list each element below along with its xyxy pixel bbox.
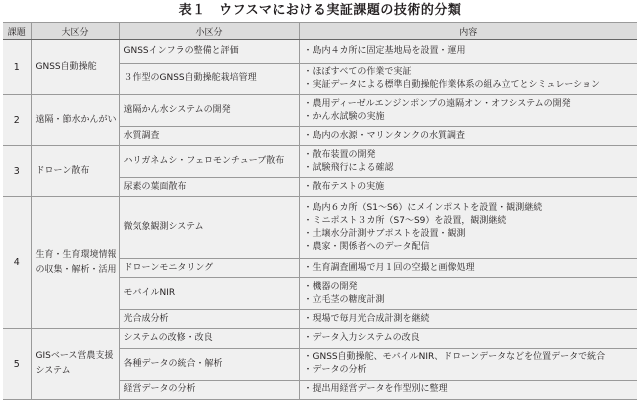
header-content: 内容 [299,23,637,40]
content-line: ・ミニポスト３カ所（S7〜S9）を設置，観測継続 [303,215,507,226]
category-line: システム [35,366,71,377]
header-num: 課題 [3,23,31,40]
content-line: ・データ入力システムの改良 [303,333,420,344]
content-line: ・散布装置の開発 [303,149,376,160]
content-line: ・農家・関係者へのデータ配信 [303,241,430,252]
issue-number: 5 [3,329,31,400]
content-cell [299,126,637,145]
content-cell [299,178,637,197]
classification-table [3,22,637,400]
category-cell [31,146,119,197]
subcategory-cell: 微気象観測システム [119,197,299,258]
table-row [3,40,637,64]
content-line: ・かん水試験の実施 [303,111,385,122]
subcategory-cell: システムの改修・改良 [119,329,299,348]
table-title: 表１ ウフスマにおける実証課題の技術的分類 [178,3,462,18]
header-subcategory: 小区分 [119,23,299,40]
content-cell [299,258,637,277]
header-category: 大区分 [31,23,119,40]
category-line: 遠隔・節水かんがい [35,114,117,125]
issue-number: 1 [3,40,31,95]
subcategory-cell: モバイルNIR [119,278,299,310]
content-line: ・試験飛行による確認 [303,162,394,173]
subcategory-cell: GNSSインフラの整備と評価 [119,40,299,64]
content-cell [299,63,637,95]
category-cell [31,329,119,400]
category-line: GISベース営農支援 [35,351,114,362]
issue-number: 4 [3,197,31,329]
category-cell [31,40,119,95]
table-row [3,146,637,178]
subcategory-cell: 水質調査 [119,126,299,145]
content-cell [299,197,637,258]
content-line: ・ほぼすべての作業で実証 [303,66,412,77]
content-cell [299,348,637,380]
content-cell [299,278,637,310]
content-line: ・島内４カ所に固定基地局を設置・運用 [303,45,466,56]
category-cell [31,197,119,329]
content-line: ・島内の水源・マリンタンクの水質調査 [303,130,465,141]
content-line: ・土壌水分計測サブポストを設置・観測 [303,228,466,239]
content-line: ・散布テストの実施 [303,181,385,192]
category-line: ドローン散布 [35,165,90,176]
category-line: の収集・解析・活用 [35,264,117,275]
content-line: ・提出用経営データを作型別に整理 [303,384,448,395]
content-line: ・島内６カ所（S1〜S6）にメインポストを設置・観測継続 [303,202,543,213]
content-line: ・データの分析 [303,365,367,376]
subcategory-cell: 尿素の葉面散布 [119,178,299,197]
subcategory-cell: 遠隔かん水システムの開発 [119,95,299,127]
subcategory-cell: ドローンモニタリング [119,258,299,277]
content-cell [299,329,637,348]
content-cell [299,146,637,178]
header-row [3,23,637,40]
issue-number: 3 [3,146,31,197]
content-line: ・実証データによる標準自動操舵作業体系の組み立てとシミュレーション [303,79,600,90]
table-row [3,197,637,258]
content-line: ・機器の開発 [303,281,358,292]
content-cell [299,95,637,127]
subcategory-cell: 各種データの統合・解析 [119,348,299,380]
category-cell [31,95,119,146]
table-row [3,95,637,127]
content-line: ・農用ディーゼルエンジンポンプの遠隔オン・オフシステムの開発 [303,98,571,109]
subcategory-cell: ハリガネムシ・フェロモンチューブ散布 [119,146,299,178]
content-line: ・立毛茎の糖度計測 [303,294,385,305]
content-cell [299,380,637,400]
issue-number: 2 [3,95,31,146]
category-line: 生育・生育環境情報 [35,249,117,260]
table-row [3,329,637,348]
subcategory-cell: 光合成分析 [119,309,299,328]
content-cell [299,309,637,328]
category-line: GNSS自動操舵 [35,61,97,72]
subcategory-cell: 経営データの分析 [119,380,299,400]
subcategory-cell: ３作型のGNSS自動操舵栽培管理 [119,63,299,95]
content-line: ・GNSS自動操舵、モバイルNIR、ドローンデータなどを位置データで統合 [303,352,606,363]
content-line: ・生育調査圃場で月１回の空撮と画像処理 [303,262,475,273]
content-line: ・現場で毎月光合成計測を継続 [303,313,430,324]
content-cell [299,40,637,64]
